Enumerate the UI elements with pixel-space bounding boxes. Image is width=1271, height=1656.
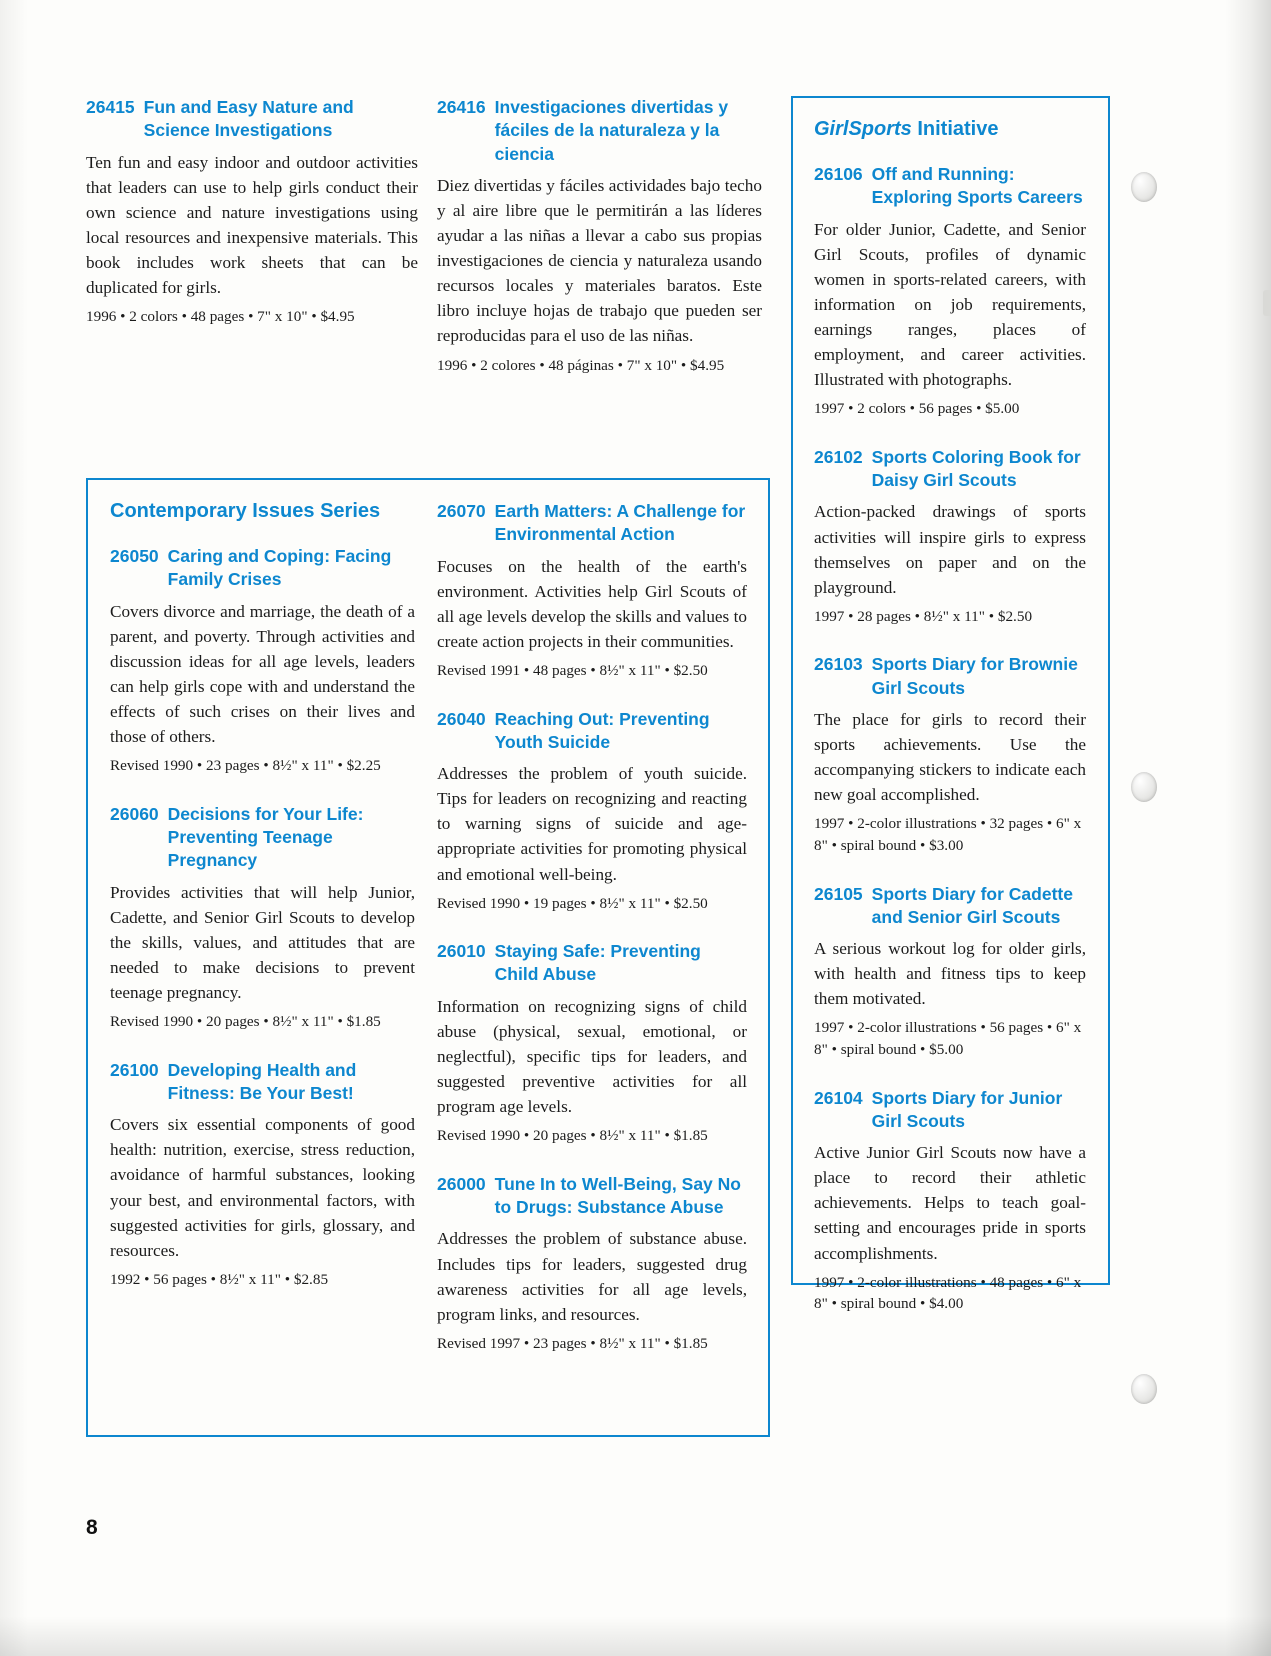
- item-description: Covers six essential components of good health: nutrition, exercise, stress reduction, avoidance of harmful substances, looking your best, and environmental factors, with suggested activities for girls, glossary, and resources.: [110, 1115, 415, 1260]
- item-specs: 1997 • 2-color illustrations • 56 pages • 6" x 8" • spiral bound • $5.00: [814, 1019, 1082, 1058]
- item-title: Reaching Out: Preventing Youth Suicide: [494, 708, 710, 752]
- item-code: 26060: [110, 803, 159, 824]
- item-code: 26000: [437, 1173, 486, 1194]
- contemporary-issues-column-left: [110, 500, 415, 1316]
- item-title: Earth Matters: A Challenge for Environmental Action: [494, 501, 746, 545]
- item-title: Caring and Coping: Facing Family Crises: [167, 546, 392, 590]
- item-title: Developing Health and Fitness: Be Your Best!: [167, 1059, 357, 1103]
- item-heading: [110, 803, 415, 873]
- item-title: Fun and Easy Nature and Science Investigations: [143, 97, 354, 141]
- item-description: Information on recognizing signs of child abuse (physical, sexual, emotional, or neglectful), specific tips for leaders, and suggested preventive activities for all program age levels.: [437, 996, 747, 1117]
- item-heading: [814, 163, 1086, 210]
- item-specs: Revised 1991 • 48 pages • 8½" x 11" • $2.50: [437, 661, 708, 679]
- item-title: Staying Safe: Preventing Child Abuse: [494, 941, 701, 985]
- binder-hole-icon: [1131, 772, 1157, 802]
- item-title: Investigaciones divertidas y fáciles de la naturaleza y la ciencia: [494, 97, 729, 164]
- item-code: 26415: [86, 97, 135, 117]
- item-title: Sports Diary for Cadette and Senior Girl Scouts: [871, 883, 1073, 927]
- item-description: A serious workout log for older girls, with health and fitness tips to keep them motivated.: [814, 939, 1086, 1009]
- series-title: Contemporary Issues Series: [110, 500, 381, 522]
- item-specs: 1992 • 56 pages • 8½" x 11" • $2.85: [110, 1270, 329, 1288]
- page-edge-shadow-left: [0, 0, 28, 1656]
- item-specs: Revised 1990 • 20 pages • 8½" x 11" • $1.85: [437, 1127, 708, 1145]
- item-specs: Revised 1997 • 23 pages • 8½" x 11" • $1.85: [437, 1334, 708, 1352]
- item-specs: Revised 1990 • 20 pages • 8½" x 11" • $1.85: [110, 1013, 381, 1031]
- item-heading: [437, 96, 762, 166]
- item-heading: [437, 500, 747, 547]
- item-description: Covers divorce and marriage, the death of a parent, and poverty. Through activities and discussion ideas for all age levels, leaders can help girls cope with and understand the effects of such crises on their lives and those of others.: [110, 601, 415, 747]
- item-code: 26040: [437, 708, 486, 729]
- item-heading: [110, 545, 415, 592]
- item-description: For older Junior, Cadette, and Senior Girl Scouts, profiles of dynamic women in sports-related careers, with information on job requirements, earnings ranges, places of employment, and career activities. Illustrated with photographs.: [814, 219, 1086, 390]
- item-description: Provides activities that will help Junior, Cadette, and Senior Girl Scouts to develop the skills, values, and attitudes that are needed to make decisions to prevent teenage pregnancy.: [110, 882, 415, 1002]
- item-title: Off and Running: Exploring Sports Careers: [871, 164, 1083, 208]
- item-code: 26050: [110, 546, 159, 566]
- catalog-item: [814, 1087, 1086, 1315]
- catalog-item: [110, 1059, 415, 1291]
- catalog-item: [110, 545, 415, 777]
- girlsports-title-rest: Initiative: [911, 118, 999, 140]
- binder-hole-icon: [1131, 172, 1157, 202]
- item-code: 26070: [437, 501, 486, 521]
- item-heading: [437, 708, 747, 755]
- item-description: Addresses the problem of youth suicide. Tips for leaders on recognizing and reacting to warning signs of suicide and age-appropriate activities for promoting physical and emotional well-being.: [437, 764, 747, 884]
- column-top-left: [86, 96, 418, 354]
- catalog-item: [437, 940, 747, 1147]
- contemporary-issues-column-right: [437, 500, 747, 1380]
- girlsports-column: [814, 118, 1086, 1341]
- girlsports-title-italic: GirlSports: [814, 118, 912, 140]
- item-title: Tune In to Well-Being, Say No to Drugs: Substance Abuse: [494, 1173, 741, 1218]
- item-code: 26100: [110, 1059, 159, 1080]
- item-code: 26102: [814, 446, 863, 467]
- item-title: Sports Diary for Brownie Girl Scouts: [871, 654, 1078, 698]
- item-code: 26416: [437, 97, 486, 117]
- item-code: 26010: [437, 941, 486, 962]
- item-code: 26103: [814, 654, 863, 675]
- catalog-item: [437, 96, 762, 376]
- item-specs: 1996 • 2 colores • 48 páginas • 7" x 10" • $4.95: [437, 356, 725, 374]
- item-specs: 1997 • 2-color illustrations • 32 pages • 6" x 8" • spiral bound • $3.00: [814, 815, 1082, 854]
- catalog-item: [814, 653, 1086, 856]
- item-heading: [814, 883, 1086, 930]
- item-heading: [437, 940, 747, 987]
- item-code: 26104: [814, 1087, 863, 1108]
- girlsports-title: [814, 118, 1086, 141]
- catalog-item: [437, 1173, 747, 1355]
- catalog-item: [110, 803, 415, 1033]
- item-title: Sports Coloring Book for Daisy Girl Scouts: [871, 446, 1081, 491]
- catalog-item: [437, 500, 747, 682]
- item-heading: [110, 1059, 415, 1106]
- catalog-item: [814, 446, 1086, 628]
- item-description: Addresses the problem of substance abuse. Includes tips for leaders, suggested drug awareness activities for all age levels, program links, and resources.: [437, 1229, 747, 1324]
- item-specs: Revised 1990 • 23 pages • 8½" x 11" • $2.25: [110, 757, 381, 775]
- page-edge-shadow-bottom: [0, 1616, 1271, 1656]
- item-description: Ten fun and easy indoor and outdoor activities that leaders can use to help girls conduct their own science and nature investigations using local resources and inexpensive materials. This book includes work sheets that can be duplicated for girls.: [86, 152, 418, 298]
- item-heading: [814, 1087, 1086, 1134]
- item-description: Diez divertidas y fáciles actividades bajo techo y al aire libre que le permitirán a las líderes ayudar a las niñas a llevar a cabo sus propias investigaciones de ciencia y naturaleza usando recursos locales y materiales baratos. Este libro incluye hojas de trabajo que pueden ser reproducidas para el uso de las niñas.: [437, 175, 762, 346]
- item-description: Active Junior Girl Scouts now have a place to record their athletic achievements. Helps to teach goal-setting and encourages pride in sports accomplishments.: [814, 1143, 1086, 1263]
- item-heading: [814, 653, 1086, 700]
- page-number: 8: [86, 1516, 98, 1539]
- item-description: Action-packed drawings of sports activities will inspire girls to express themselves on paper and on the playground.: [814, 502, 1086, 597]
- item-specs: 1997 • 2 colors • 56 pages • $5.00: [814, 400, 1020, 418]
- item-description: The place for girls to record their sports achievements. Use the accompanying stickers to indicate each new goal accomplished.: [814, 709, 1086, 805]
- item-title: Sports Diary for Junior Girl Scouts: [871, 1087, 1063, 1131]
- item-heading: [437, 1173, 747, 1220]
- item-code: 26105: [814, 883, 863, 904]
- page-tab-marker: [1263, 290, 1271, 316]
- item-heading: [814, 446, 1086, 493]
- item-description: Focuses on the health of the earth's environment. Activities help Girl Scouts of all age levels develop the skills and values to create action projects in their communities.: [437, 556, 747, 651]
- catalog-item: [814, 163, 1086, 420]
- catalog-item: [86, 96, 418, 328]
- page-edge-shadow-right: [1225, 0, 1271, 1656]
- catalog-item: [437, 708, 747, 915]
- item-specs: 1996 • 2 colors • 48 pages • 7" x 10" • $4.95: [86, 308, 355, 326]
- item-heading: [86, 96, 418, 143]
- binder-hole-icon: [1131, 1374, 1157, 1404]
- item-specs: 1997 • 2-color illustrations • 48 pages • 6" x 8" • spiral bound • $4.00: [814, 1273, 1082, 1313]
- item-specs: 1997 • 28 pages • 8½" x 11" • $2.50: [814, 607, 1033, 625]
- catalog-item: [814, 883, 1086, 1061]
- item-title: Decisions for Your Life: Preventing Teenage Pregnancy: [167, 803, 364, 871]
- item-code: 26106: [814, 164, 863, 184]
- item-specs: Revised 1990 • 19 pages • 8½" x 11" • $2.50: [437, 894, 708, 912]
- column-top-middle: [437, 96, 762, 402]
